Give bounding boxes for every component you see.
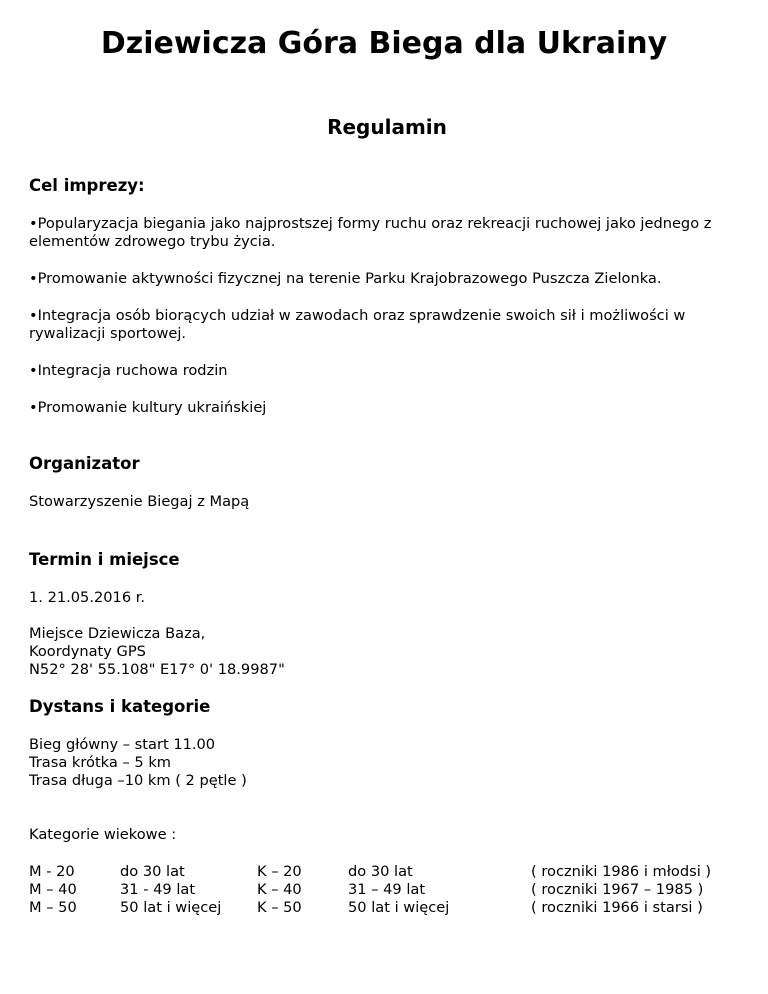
- distance-info: [29, 736, 741, 790]
- female-category: K – 20: [257, 863, 302, 880]
- section-heading-cel: Cel imprezy:: [29, 176, 145, 195]
- category-row: [29, 881, 741, 899]
- cel-bullet-2: • Promowanie aktywności fizycznej na terenie Parku Krajobrazowego Puszcza Zielonka.: [29, 270, 741, 288]
- document-body: [29, 176, 741, 917]
- section-heading-termin: Termin i miejsce: [29, 550, 180, 569]
- event-date: 1. 21.05.2016 r.: [29, 589, 146, 606]
- cel-bullet-5: • Promowanie kultury ukraińskiej: [29, 399, 741, 417]
- cel-bullet-3: • Integracja osób biorących udział w zawodach oraz sprawdzenie swoich sił i możliwości w rywalizacji sportowej.: [29, 307, 741, 343]
- male-age-range: 31 - 49 lat: [120, 881, 196, 898]
- cel-bullet-1: • Popularyzacja biegania jako najprostszej formy ruchu oraz rekreacji ruchowej jako jednego z elementów zdrowego trybu życia.: [29, 215, 741, 251]
- male-category: M – 40: [29, 881, 77, 898]
- age-categories-table: [29, 863, 741, 917]
- document-subtitle: Regulamin: [327, 115, 447, 139]
- female-age-range: 50 lat i więcej: [348, 899, 450, 916]
- male-category: M - 20: [29, 863, 75, 880]
- female-age-range: 31 – 49 lat: [348, 881, 426, 898]
- category-row: [29, 899, 741, 917]
- female-category: K – 40: [257, 881, 302, 898]
- birth-years: ( roczniki 1966 i starsi ): [531, 899, 703, 916]
- female-category: K – 50: [257, 899, 302, 916]
- place-line-1: Miejsce Dziewicza Baza,: [29, 625, 206, 642]
- cel-bullet-4: • Integracja ruchowa rodzin: [29, 362, 741, 380]
- category-row: [29, 863, 741, 881]
- section-heading-organizator: Organizator: [29, 454, 140, 473]
- male-category: M – 50: [29, 899, 77, 916]
- age-categories-label: Kategorie wiekowe :: [29, 826, 177, 843]
- short-route: Trasa krótka – 5 km: [29, 754, 171, 771]
- place-gps-coordinates: N52° 28' 55.108" E17° 0' 18.9987": [29, 661, 285, 678]
- male-age-range: 50 lat i więcej: [120, 899, 222, 916]
- main-run-start: Bieg główny – start 11.00: [29, 736, 216, 753]
- birth-years: ( roczniki 1986 i młodsi ): [531, 863, 712, 880]
- event-place: [29, 625, 741, 679]
- section-heading-dystans: Dystans i kategorie: [29, 697, 211, 716]
- female-age-range: do 30 lat: [348, 863, 413, 880]
- document-title: Dziewicza Góra Biega dla Ukrainy: [100, 26, 668, 61]
- birth-years: ( roczniki 1967 – 1985 ): [531, 881, 704, 898]
- place-line-2: Koordynaty GPS: [29, 643, 146, 660]
- organizer-name: Stowarzyszenie Biegaj z Mapą: [29, 493, 250, 510]
- long-route: Trasa długa –10 km ( 2 pętle ): [29, 772, 247, 789]
- male-age-range: do 30 lat: [120, 863, 185, 880]
